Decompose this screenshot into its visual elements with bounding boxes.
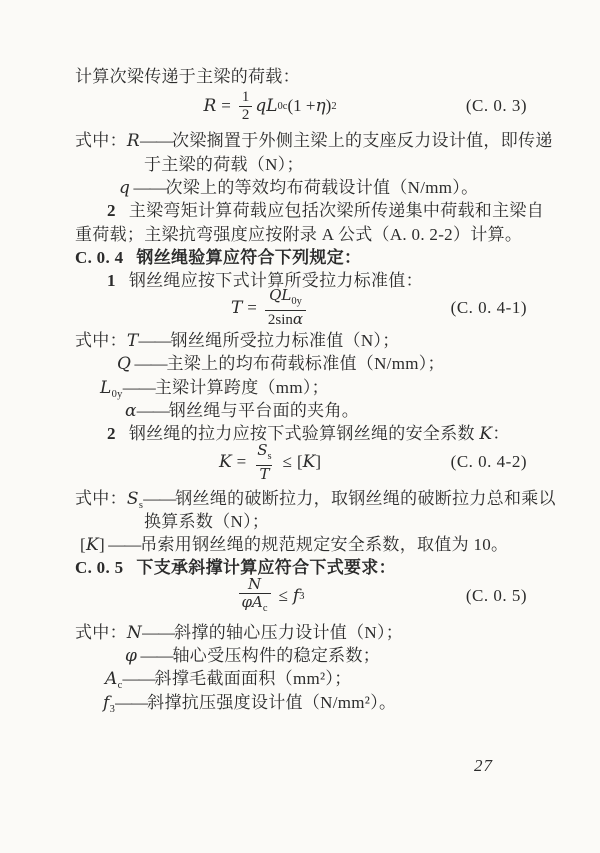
shizhong-prefix: 式中： bbox=[75, 489, 127, 508]
subscript-0y: 0y bbox=[291, 296, 302, 307]
var-L: L bbox=[266, 96, 278, 116]
var-R: R bbox=[203, 96, 217, 116]
less-equal-sign: ≤ bbox=[278, 586, 288, 605]
item-text-colon: ： bbox=[492, 424, 510, 443]
def-text: 次梁上的等效均布荷载设计值（N/mm）。 bbox=[165, 178, 479, 197]
bracket-open: [ bbox=[80, 535, 86, 554]
item-text: 主梁弯矩计算荷载应包括次梁所传递集中荷载和主梁自 bbox=[128, 201, 545, 220]
var-K-allowable: K bbox=[302, 452, 316, 472]
bracket-close: ] bbox=[98, 535, 105, 554]
item-number: 1 bbox=[107, 271, 116, 290]
definition-R bbox=[75, 130, 553, 152]
def-dash: —— bbox=[142, 623, 175, 642]
def-text: 主梁上的均布荷载标准值（N/mm）； bbox=[166, 354, 445, 373]
def-text: 斜撑毛截面面积（mm²）； bbox=[154, 669, 352, 688]
var-q: q bbox=[119, 178, 131, 198]
def-dash: —— bbox=[140, 131, 173, 150]
subscript-s: s bbox=[267, 450, 272, 462]
subscript-s: s bbox=[138, 500, 144, 511]
formula-c042-row bbox=[75, 440, 527, 483]
def-text: 主梁计算跨度（mm）； bbox=[154, 378, 329, 397]
clause-title: 钢丝绳验算应符合下列规定： bbox=[136, 248, 362, 267]
shizhong-prefix: 式中： bbox=[75, 131, 127, 150]
definition-K-allowable bbox=[80, 534, 508, 556]
equation-label-c042: (C. 0. 4-2) bbox=[450, 452, 527, 471]
bracket-close: ] bbox=[315, 452, 322, 471]
var-eta: η bbox=[315, 96, 326, 116]
def-dash: —— bbox=[137, 646, 173, 665]
item-text: 钢丝绳的拉力应按下式验算钢丝绳的安全系数 bbox=[128, 424, 480, 443]
var-A: A bbox=[105, 669, 118, 689]
def-text: 钢丝绳与平台面的夹角。 bbox=[168, 401, 360, 420]
definition-f3 bbox=[103, 692, 396, 720]
formula-c03 bbox=[203, 89, 336, 124]
paren-close: ) bbox=[325, 96, 332, 115]
var-f: f bbox=[103, 693, 110, 713]
var-L: L bbox=[281, 286, 292, 304]
equation-label-c05: (C. 0. 5) bbox=[465, 586, 527, 605]
definition-phi bbox=[125, 645, 380, 667]
var-N: N bbox=[126, 623, 143, 643]
def-text: 钢丝绳的破断拉力，取钢丝绳的破断拉力总和乘以 bbox=[175, 489, 556, 508]
fraction-numerator bbox=[254, 442, 274, 465]
clause-number: C. 0. 4 bbox=[75, 248, 124, 267]
var-alpha: α bbox=[125, 401, 137, 421]
def-dash: —— bbox=[122, 378, 155, 397]
def-text: 斜撑的轴心压力设计值（N）； bbox=[174, 623, 404, 642]
subscript-3: 3 bbox=[299, 590, 305, 602]
item-text: 钢丝绳应按下式计算所受拉力标准值： bbox=[128, 271, 423, 290]
def-text: 吊索用钢丝绳的规范规定安全系数，取值为 10。 bbox=[140, 535, 509, 554]
def-dash: —— bbox=[104, 535, 141, 554]
definition-alpha bbox=[125, 400, 359, 422]
formula-c03-row bbox=[75, 85, 527, 127]
definition-Q bbox=[117, 353, 445, 375]
var-Q: Q bbox=[269, 286, 282, 304]
def-text: 于主梁的荷载（N）； bbox=[144, 155, 304, 174]
def-dash: —— bbox=[122, 669, 155, 688]
def-text: 换算系数（N）； bbox=[144, 512, 270, 531]
var-S: S bbox=[126, 489, 139, 509]
equation-label-c03: (C. 0. 3) bbox=[465, 96, 527, 115]
item-2-main-beam bbox=[107, 200, 544, 221]
fraction-numerator bbox=[266, 287, 305, 310]
definition-R-cont bbox=[144, 154, 304, 175]
def-dash: —— bbox=[130, 178, 166, 197]
def-dash: —— bbox=[143, 489, 176, 508]
fraction-denominator: 2 bbox=[239, 106, 253, 124]
def-text: 轴心受压构件的稳定系数； bbox=[172, 646, 381, 665]
subscript-0c: 0c bbox=[277, 100, 288, 112]
item-number: 2 bbox=[107, 424, 116, 443]
clause-title: 下支承斜撑计算应符合下式要求： bbox=[136, 558, 396, 577]
equals-sign: = bbox=[247, 298, 257, 317]
def-dash: —— bbox=[115, 693, 148, 712]
var-A: A bbox=[252, 592, 263, 611]
definition-T bbox=[75, 330, 400, 352]
page-number: 27 bbox=[474, 756, 493, 775]
formula-c042 bbox=[219, 442, 321, 483]
subscript-3: 3 bbox=[109, 704, 116, 715]
var-q: q bbox=[255, 96, 267, 116]
fraction-N-phiAc bbox=[239, 576, 271, 617]
fraction-Ss-T bbox=[254, 442, 274, 483]
equals-sign: = bbox=[221, 96, 231, 115]
var-phi: φ bbox=[125, 646, 138, 666]
subscript-c: c bbox=[117, 680, 123, 691]
var-K: K bbox=[479, 424, 493, 444]
formula-c041-row bbox=[75, 286, 527, 329]
equation-label-c041: (C. 0. 4-1) bbox=[450, 298, 527, 317]
bracket-open: [ bbox=[296, 452, 303, 471]
var-R: R bbox=[126, 131, 141, 151]
shizhong-prefix: 式中： bbox=[75, 331, 127, 350]
def-dash: —— bbox=[131, 354, 167, 373]
item-number: 2 bbox=[107, 201, 116, 220]
def-text: 斜撑抗压强度设计值（N/mm²）。 bbox=[147, 693, 397, 712]
def-dash: —— bbox=[138, 331, 171, 350]
clause-c04-heading bbox=[75, 247, 361, 268]
var-T: T bbox=[230, 298, 243, 318]
formula-c05 bbox=[236, 576, 305, 617]
fraction-QL-2sina bbox=[265, 287, 306, 329]
def-text: 钢丝绳所受拉力标准值（N）； bbox=[170, 331, 400, 350]
subscript-0y: 0y bbox=[111, 389, 123, 400]
fraction-half bbox=[239, 89, 253, 124]
item-text: 重荷载；主梁抗弯强度应按附录 A 公式（A. 0. 2-2）计算。 bbox=[75, 225, 523, 244]
var-alpha: α bbox=[292, 310, 304, 328]
fraction-numerator: N bbox=[247, 574, 262, 593]
equals-sign: = bbox=[236, 452, 247, 471]
var-K: K bbox=[85, 535, 99, 555]
fraction-denominator bbox=[265, 310, 306, 329]
two-sin: 2sin bbox=[267, 312, 293, 328]
var-Q: Q bbox=[117, 354, 132, 374]
formula-c041 bbox=[231, 287, 309, 329]
var-T: T bbox=[126, 331, 139, 351]
definition-q bbox=[119, 177, 478, 199]
var-f: f bbox=[292, 586, 300, 606]
formula-c05-row bbox=[75, 574, 527, 618]
shizhong-prefix: 式中： bbox=[75, 623, 127, 642]
clause-number: C. 0. 5 bbox=[75, 558, 124, 577]
fraction-denominator: T bbox=[256, 465, 272, 483]
less-equal-sign: ≤ bbox=[282, 452, 292, 471]
fraction-numerator: 1 bbox=[241, 88, 250, 105]
var-K: K bbox=[218, 452, 232, 472]
var-S: S bbox=[257, 440, 268, 459]
intro-text: 计算次梁传递于主梁的荷载： bbox=[75, 67, 300, 86]
subscript-c: c bbox=[262, 602, 268, 614]
var-phi: φ bbox=[241, 592, 253, 611]
var-L: L bbox=[100, 378, 112, 398]
item-2-cont bbox=[75, 224, 522, 245]
definition-Ss-cont bbox=[144, 511, 269, 532]
paren-open: (1 + bbox=[287, 96, 316, 115]
def-text: 次梁搁置于外侧主梁上的支座反力设计值，即传递 bbox=[172, 131, 553, 150]
intro-line bbox=[75, 66, 300, 87]
definition-N bbox=[75, 622, 403, 644]
fraction-denominator bbox=[239, 593, 271, 617]
def-dash: —— bbox=[136, 401, 169, 420]
superscript-2: 2 bbox=[331, 100, 337, 112]
